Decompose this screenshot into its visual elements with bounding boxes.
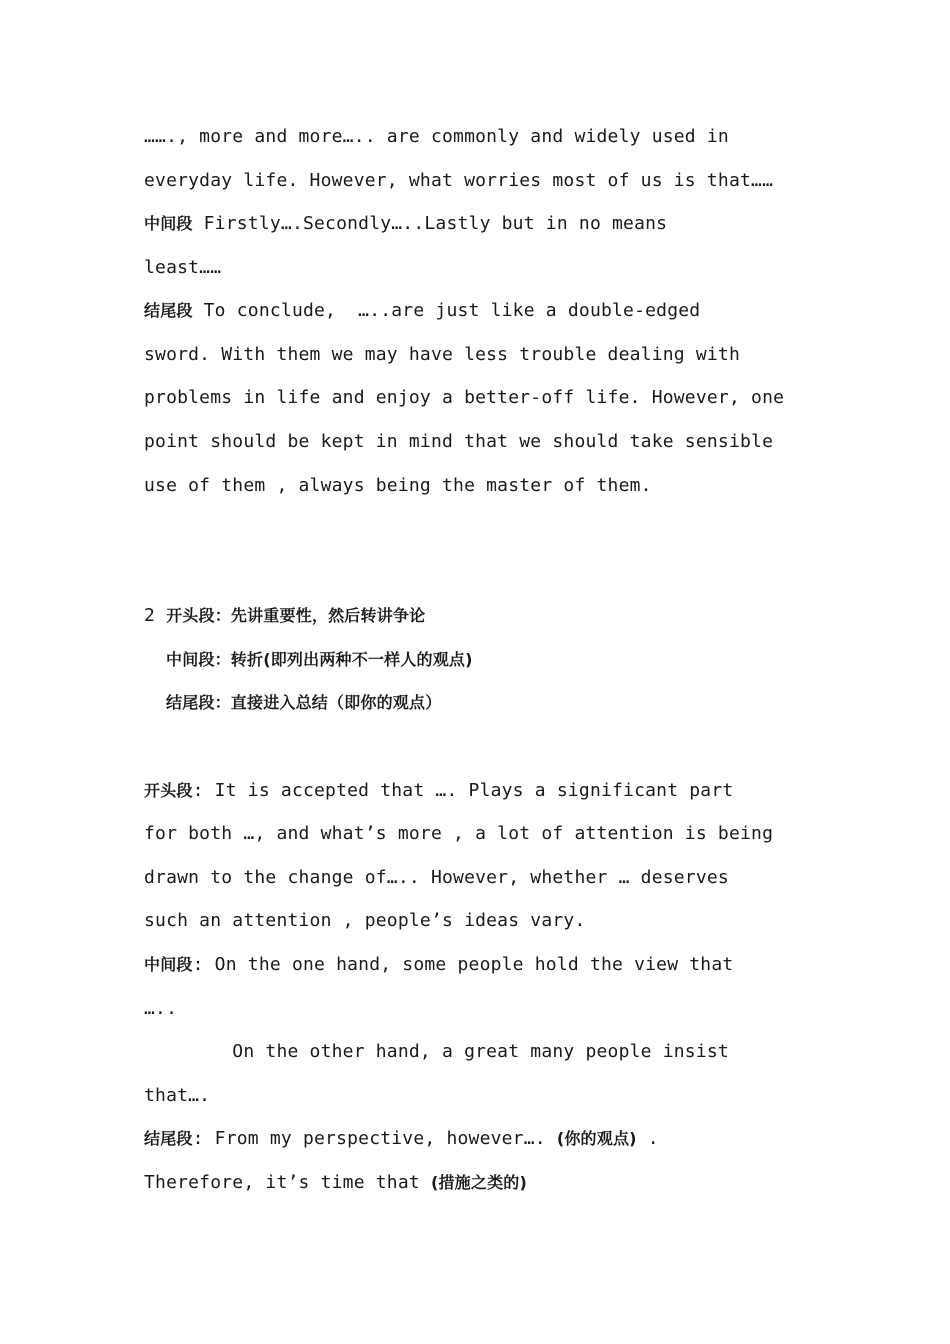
paragraph-line: for both …, and what’s more , a lot of attention is being [144, 823, 774, 844]
outline-item [166, 691, 441, 715]
middle-paragraph-label: 中间段 [144, 955, 193, 974]
outline-label: 结尾段 [166, 693, 215, 712]
middle-paragraph-label: 中间段 [144, 214, 193, 233]
paragraph-line: that…. [144, 1085, 211, 1106]
middle-paragraph-text: Firstly….Secondly…..Lastly but in no means [192, 213, 668, 234]
paragraph-line: ……., more and more….. are commonly and widely used in [144, 126, 729, 147]
ending-paragraph-line [144, 299, 700, 323]
outline-label: 开头段 [166, 606, 215, 625]
outline-item [166, 648, 473, 672]
middle-paragraph-line [144, 953, 733, 977]
middle-paragraph-text: : On the one hand, some people hold the view that [192, 954, 734, 975]
paragraph-line [144, 1171, 527, 1195]
opening-paragraph-line [144, 779, 733, 803]
ending-paragraph-label: 结尾段 [144, 1129, 193, 1148]
outline-text: ：直接进入总结（即你的观点） [214, 693, 442, 712]
paragraph-line: On the other hand, a great many people insist [144, 1041, 729, 1062]
paragraph-line: ….. [144, 998, 178, 1019]
paragraph-text: Therefore, it’s time that [144, 1172, 431, 1193]
outline-label: 中间段 [166, 650, 215, 669]
middle-paragraph-line [144, 212, 667, 236]
outline-item [144, 604, 425, 628]
opening-paragraph-label: 开头段 [144, 781, 193, 800]
ending-paragraph-text: : From my perspective, however…. [192, 1128, 557, 1149]
paragraph-line: everyday life. However, what worries most of us is that…… [144, 170, 774, 191]
paragraph-line: problems in life and enjoy a better-off life. However, one [144, 387, 785, 408]
paragraph-line: sword. With them we may have less trouble dealing with [144, 344, 740, 365]
section-number: 2 [144, 605, 167, 626]
ending-paragraph-line [144, 1127, 659, 1151]
paragraph-line: least…… [144, 257, 222, 278]
paragraph-line: point should be kept in mind that we should take sensible [144, 431, 774, 452]
ending-paragraph-label: 结尾段 [144, 301, 193, 320]
paragraph-line: such an attention , people’s ideas vary. [144, 910, 586, 931]
ending-paragraph-note: (你的观点) [556, 1129, 637, 1148]
paragraph-note: (措施之类的) [430, 1173, 527, 1192]
outline-text: ：先讲重要性，然后转讲争论 [214, 606, 426, 625]
opening-paragraph-text: : It is accepted that …. Plays a significant part [192, 780, 734, 801]
ending-paragraph-text: To conclude, …..are just like a double-edged [192, 300, 701, 321]
ending-paragraph-tail: . [636, 1128, 659, 1149]
outline-text: ：转折(即列出两种不一样人的观点) [214, 650, 473, 669]
paragraph-line: use of them , always being the master of them. [144, 475, 652, 496]
paragraph-line: drawn to the change of….. However, whether … deserves [144, 867, 729, 888]
